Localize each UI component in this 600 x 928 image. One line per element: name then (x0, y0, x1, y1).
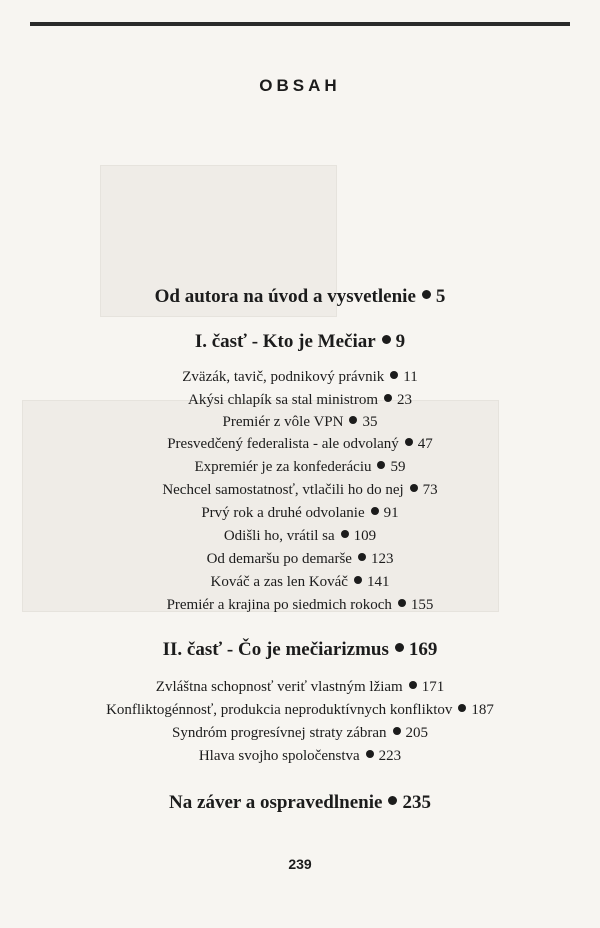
toc-entry (0, 392, 600, 409)
toc-entry-foreword (0, 286, 600, 308)
toc-entry (0, 528, 600, 545)
bullet-icon (384, 394, 392, 402)
bullet-icon (371, 507, 379, 515)
entry-page: 205 (405, 725, 429, 741)
toc-heading: OBSAH (259, 76, 341, 95)
entry-page: 187 (471, 702, 494, 718)
entry-page: 35 (362, 414, 378, 430)
bullet-icon (388, 796, 397, 805)
entry-page: 169 (408, 639, 438, 660)
entry-title: II. časť - Čo je mečiarizmus (162, 639, 389, 660)
bullet-icon (382, 335, 391, 344)
toc-entry-part-1 (0, 331, 600, 353)
bullet-icon (410, 484, 418, 492)
entry-title: Nechcel samostatnosť, vtlačili ho do nej (162, 482, 404, 498)
entry-page: 141 (366, 574, 390, 590)
bullet-icon (393, 727, 401, 735)
entry-page: 91 (383, 505, 399, 521)
toc-entry (0, 597, 600, 614)
entry-title: Na záver a ospravedlnenie (169, 792, 383, 813)
entry-page: 9 (395, 331, 406, 352)
entry-title: Od demaršu po demarše (206, 551, 352, 567)
entry-title: Presvedčený federalista - ale odvolaný (167, 436, 399, 452)
entry-title: Syndróm progresívnej straty zábran (171, 725, 387, 741)
toc-entry-conclusion (0, 792, 600, 814)
entry-title: Odišli ho, vrátil sa (223, 528, 335, 544)
toc-entry (0, 748, 600, 765)
toc-entry (0, 436, 600, 453)
entry-page: 155 (410, 597, 434, 613)
bullet-icon (409, 681, 417, 689)
toc-entry-part-2 (0, 639, 600, 661)
top-rule (30, 22, 570, 26)
bullet-icon (405, 438, 413, 446)
entry-title: I. časť - Kto je Mečiar (194, 331, 376, 352)
bullet-icon (349, 416, 357, 424)
entry-page: 5 (435, 286, 446, 307)
entry-page: 59 (390, 459, 406, 475)
bullet-icon (358, 553, 366, 561)
toc-entry (0, 505, 600, 522)
toc-entry (0, 551, 600, 568)
toc-entry (0, 369, 600, 386)
toc-entry (0, 725, 600, 742)
bullet-icon (390, 371, 398, 379)
entry-title: Od autora na úvod a vysvetlenie (154, 286, 416, 307)
bullet-icon (377, 461, 385, 469)
entry-title: Zvláštna schopnosť veriť vlastným lžiam (155, 679, 403, 695)
bullet-icon (341, 530, 349, 538)
entry-title: Premiér a krajina po siedmich rokoch (166, 597, 392, 613)
bullet-icon (366, 750, 374, 758)
toc-entry (0, 459, 600, 476)
toc-entry (0, 482, 600, 499)
toc-entry (0, 574, 600, 591)
entry-page: 23 (396, 392, 412, 408)
bullet-icon (395, 643, 404, 652)
entry-title: Prvý rok a druhé odvolanie (201, 505, 365, 521)
entry-page: 171 (421, 679, 445, 695)
bullet-icon (422, 290, 431, 299)
bullet-icon (398, 599, 406, 607)
entry-title: Konfliktogénnosť, produkcia neproduktívnych konfliktov (106, 702, 453, 718)
toc-entry (0, 679, 600, 696)
entry-page: 109 (353, 528, 377, 544)
entry-title: Kováč a zas len Kováč (210, 574, 348, 590)
entry-page: 73 (422, 482, 438, 498)
bullet-icon (458, 704, 466, 712)
entry-title: Hlava svojho spoločenstva (198, 748, 360, 764)
entry-page: 47 (417, 436, 433, 452)
entry-page: 223 (378, 748, 402, 764)
toc-entry (0, 702, 600, 719)
entry-title: Premiér z vôle VPN (222, 414, 344, 430)
entry-page: 123 (370, 551, 394, 567)
entry-title: Expremiér je za konfederáciu (194, 459, 372, 475)
entry-title: Zväzák, tavič, podnikový právnik (182, 369, 385, 385)
page-number: 239 (288, 856, 312, 872)
toc-entry (0, 414, 600, 431)
entry-title: Akýsi chlapík sa stal ministrom (188, 392, 378, 408)
entry-page: 11 (403, 369, 418, 385)
bullet-icon (354, 576, 362, 584)
entry-page: 235 (402, 792, 431, 813)
